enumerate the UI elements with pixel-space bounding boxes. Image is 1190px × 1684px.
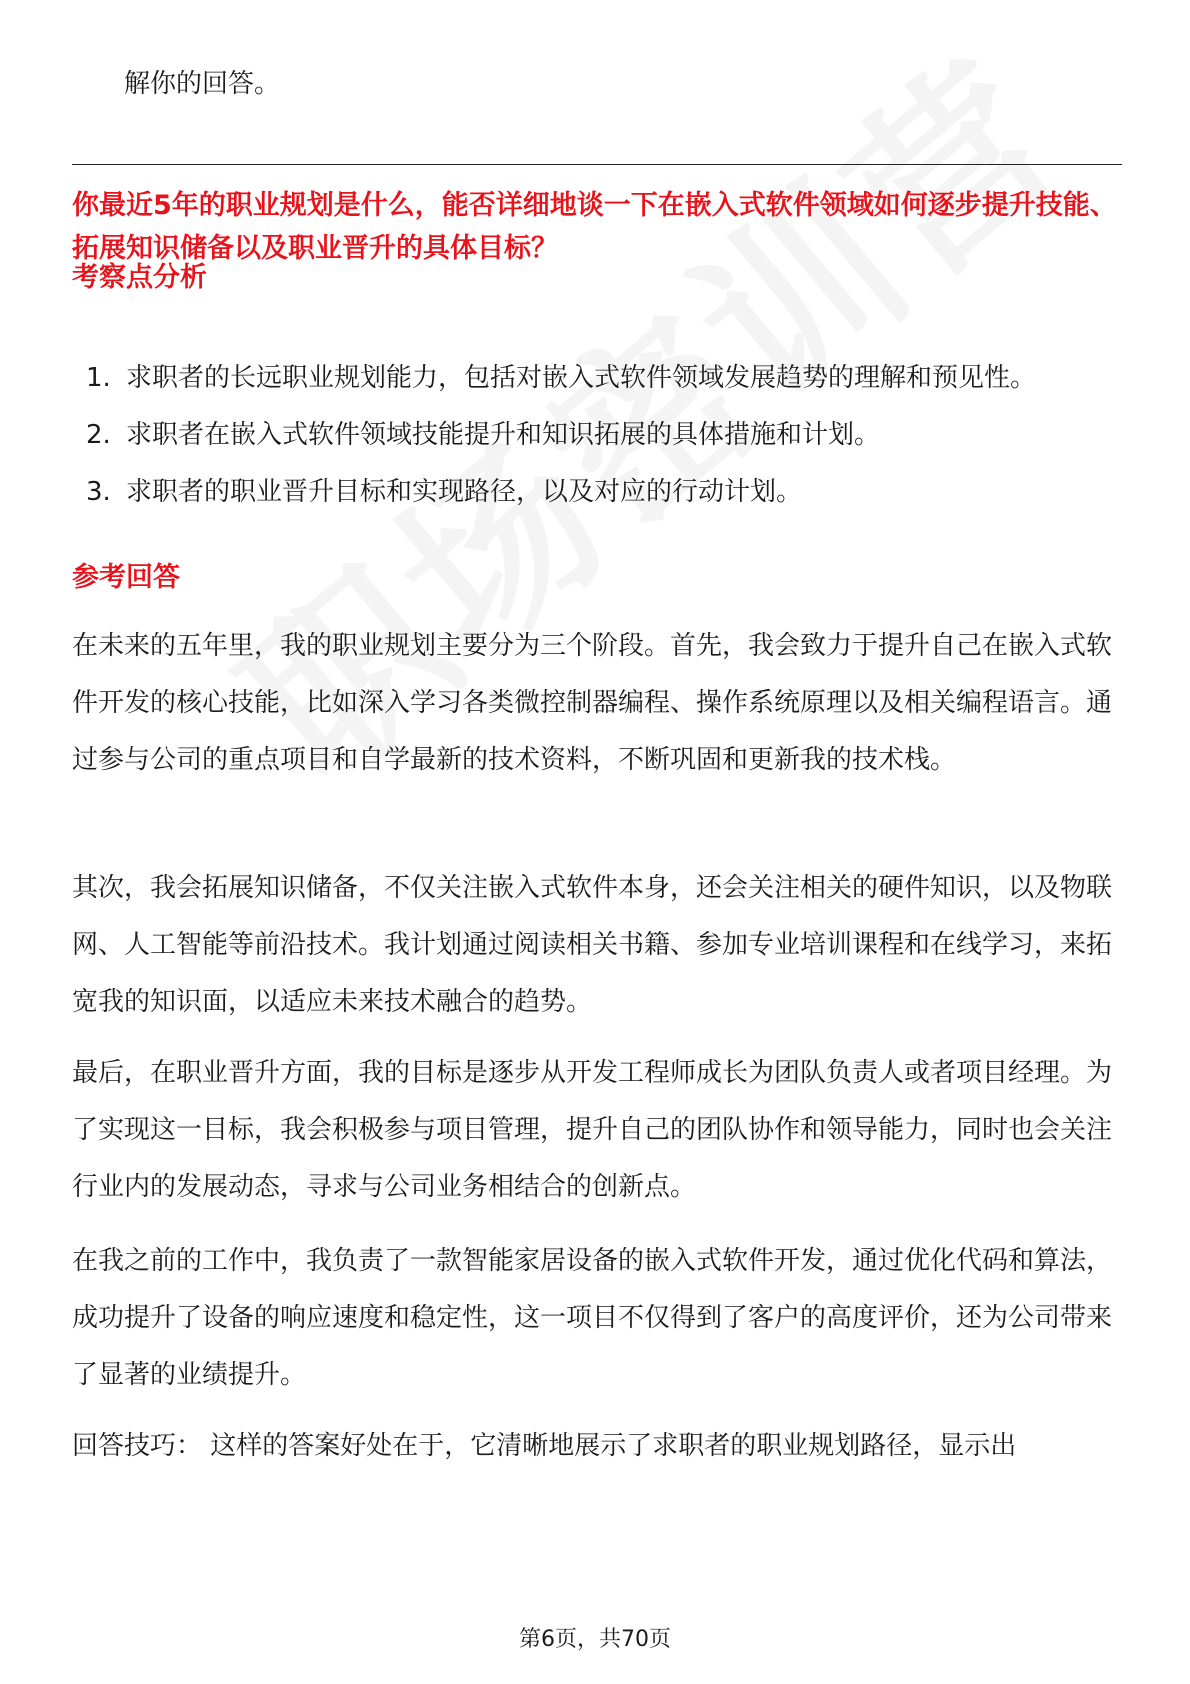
section-divider <box>72 164 1122 165</box>
analysis-item-number: 2. <box>86 420 111 450</box>
reference-answer-heading: 参考回答 <box>72 562 180 593</box>
analysis-item-text: 求职者在嵌入式软件领域技能提升和知识拓展的具体措施和计划。 <box>126 420 881 450</box>
answer-paragraph: 其次，我会拓展知识储备，不仅关注嵌入式软件本身，还会关注相关的硬件知识，以及物联网、人工智能等前沿技术。我计划通过阅读相关书籍、参加专业培训课程和在线学习，来拓宽我的知识面，以适应未来技术融合的趋势。 <box>72 873 1113 1017</box>
analysis-item-number: 3. <box>86 477 111 507</box>
page-number: 第6页，共70页 <box>519 1627 671 1652</box>
analysis-list <box>72 350 1122 521</box>
analysis-item <box>72 407 1122 464</box>
analysis-heading: 考察点分析 <box>72 262 207 293</box>
analysis-item <box>72 350 1122 407</box>
analysis-item-number: 1. <box>86 363 111 393</box>
analysis-item-text: 求职者的长远职业规划能力，包括对嵌入式软件领域发展趋势的理解和预见性。 <box>126 363 1037 393</box>
analysis-item <box>72 464 1122 521</box>
answer-paragraph: 在我之前的工作中，我负责了一款智能家居设备的嵌入式软件开发，通过优化代码和算法，成功提升了设备的响应速度和稳定性，这一项目不仅得到了客户的高度评价，还为公司带来了显著的业绩提升。 <box>72 1246 1113 1390</box>
answer-paragraph: 最后，在职业晋升方面，我的目标是逐步从开发工程师成长为团队负责人或者项目经理。为了实现这一目标，我会积极参与项目管理，提升自己的团队协作和领导能力，同时也会关注行业内的发展动态，寻求与公司业务相结合的创新点。 <box>72 1058 1113 1202</box>
answer-paragraph: 在未来的五年里，我的职业规划主要分为三个阶段。首先，我会致力于提升自己在嵌入式软件开发的核心技能，比如深入学习各类微控制器编程、操作系统原理以及相关编程语言。通过参与公司的重点项目和自学最新的技术资料，不断巩固和更新我的技术栈。 <box>72 631 1113 775</box>
carry-over-text: 解你的回答。 <box>124 69 281 99</box>
interview-question: 你最近5年的职业规划是什么，能否详细地谈一下在嵌入式软件领域如何逐步提升技能、拓展知识储备以及职业晋升的具体目标？ <box>72 190 1117 264</box>
analysis-item-text: 求职者的职业晋升目标和实现路径，以及对应的行动计划。 <box>126 477 803 507</box>
answer-tip-paragraph: 回答技巧： 这样的答案好处在于，它清晰地展示了求职者的职业规划路径，显示出 <box>72 1431 1017 1461</box>
